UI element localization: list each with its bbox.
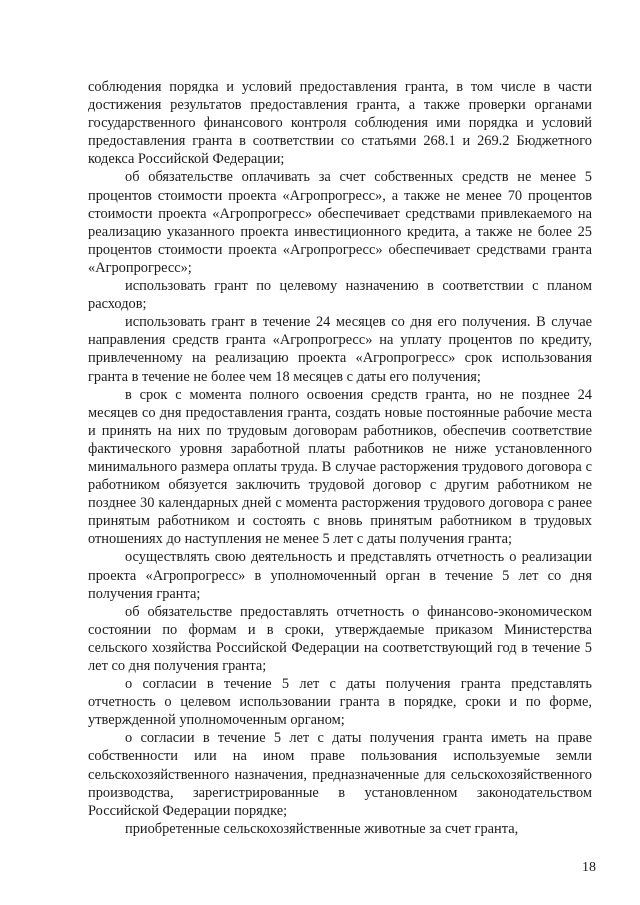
page-number: 18 <box>582 860 596 875</box>
paragraph-6: осуществлять свою деятельность и представлять отчетность о реализации проекта «Агропрогресс» в уполномоченный орган в течение 5 лет со дня получения гранта; <box>88 549 592 602</box>
paragraph-4: использовать грант в течение 24 месяцев со дня его получения. В случае направления средств гранта «Агропрогресс» на уплату процентов по кредиту, привлеченному на реализацию проекта «Агропрогресс» срок использования гранта в течение не более чем 18 месяцев с даты его получения; <box>88 314 592 385</box>
document-body <box>88 78 592 838</box>
paragraph-2: об обязательстве оплачивать за счет собственных средств не менее 5 процентов стоимости проекта «Агропрогресс», а также не менее 70 процентов стоимости проекта «Агропрогресс» обеспечивает средствами привлекаемого на реализацию указанного проекта инвестиционного кредита, а также не более 25 процентов стоимости проекта «Агропрогресс» обеспечивает средствами гранта «Агропрогресс»; <box>88 169 592 276</box>
paragraph-3: использовать грант по целевому назначению в соответствии с планом расходов; <box>88 278 592 313</box>
paragraph-8: о согласии в течение 5 лет с даты получения гранта представлять отчетность о целевом использовании гранта в порядке, сроки и по форме, утвержденной уполномоченным органом; <box>88 676 592 729</box>
paragraph-7: об обязательстве предоставлять отчетность о финансово-экономическом состоянии по формам и в сроки, утверждаемые приказом Министерства сельского хозяйства Российской Федерации на соответствующий год в течение 5 лет со дня получения гранта; <box>88 603 592 674</box>
paragraph-5: в срок с момента полного освоения средств гранта, но не позднее 24 месяцев со дня предоставления гранта, создать новые постоянные рабочие места и принять на них по трудовым договорам работников, обеспечив соответствие фактического уровня заработной платы работников не ниже установленного минимального размера оплаты труда. В случае расторжения трудового договора с работником обязуется заключить трудовой договор с другим работником не позднее 30 календарных дней с момента расторжения трудового договора с ранее принятым работником и состоять с вновь принятым работником в трудовых отношениях до наступления не менее 5 лет с даты получения гранта; <box>88 386 592 548</box>
paragraph-1: соблюдения порядка и условий предоставления гранта, в том числе в части достижения результатов предоставления гранта, а также проверки органами государственного финансового контроля соблюдения ими порядка и условий предоставления гранта в соответствии со статьями 268.1 и 269.2 Бюджетного кодекса Российской Федерации; <box>88 79 592 168</box>
paragraph-10: приобретенные сельскохозяйственные животные за счет гранта, <box>125 820 519 837</box>
paragraph-9: о согласии в течение 5 лет с даты получения гранта иметь на праве собственности или на ином праве пользования используемые земли сельскохозяйственного назначения, предназначенные для сельскохозяйственного производства, зарегистрированные в установленном законодательством Российской Федерации порядке; <box>88 730 592 819</box>
